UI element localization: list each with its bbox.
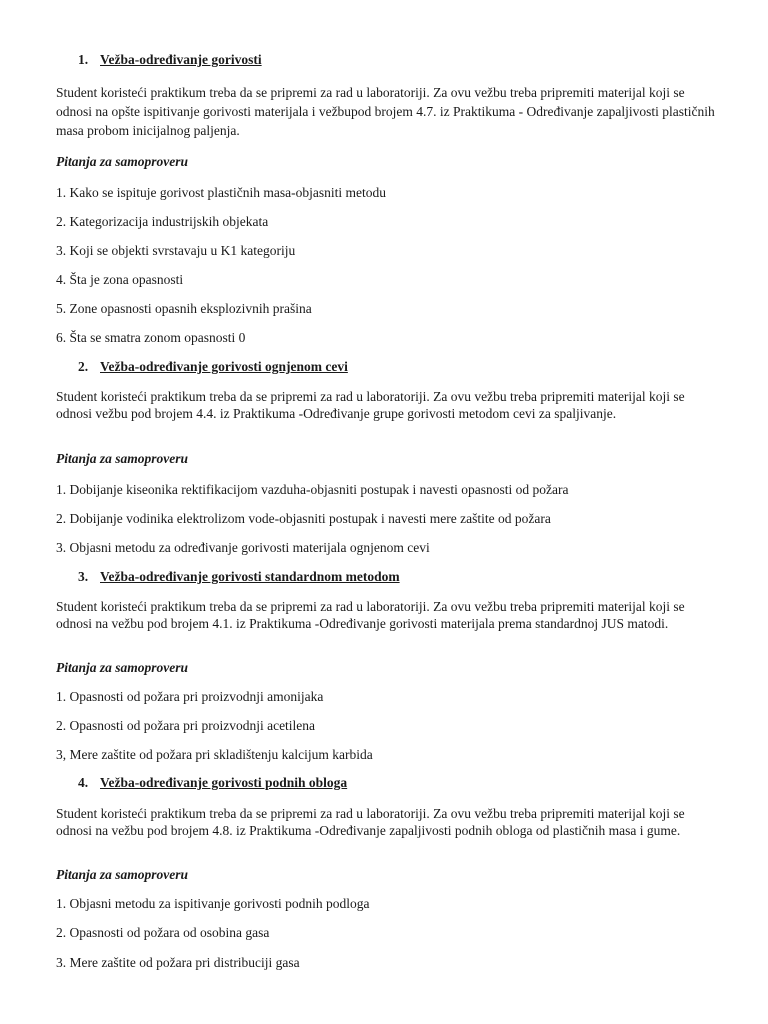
section-1-question: 6. Šta se smatra zonom opasnosti 0 — [56, 330, 246, 345]
section-2-paragraph: Student koristeći praktikum treba da se pripremi za rad u laboratoriji. Za ovu vežbu treba pripremiti materijal koji se odnosi vežbu pod brojem 4.4. iz Praktikuma -Određivanje grupe gorivosti metodom cevi za spaljivanje. — [56, 389, 685, 421]
section-4-number: 4. — [78, 775, 89, 790]
section-3-questions-heading: Pitanja za samoproveru — [56, 660, 189, 675]
section-1-question: 1. Kako se ispituje gorivost plastičnih masa-objasniti metodu — [56, 185, 386, 200]
section-1-paragraph: Student koristeći praktikum treba da se pripremi za rad u laboratoriji. Za ovu vežbu treba pripremiti materijal koji se odnosi na opšte ispitivanje gorivosti materijala i vežbupod brojem 4.7. iz Praktikuma - Određivanje zapaljivosti plastičnih masa probom inicijalnog paljenja. — [56, 85, 715, 138]
section-3-heading — [78, 569, 400, 585]
section-4-question: 3. Mere zaštite od požara pri distribuciji gasa — [56, 955, 300, 970]
section-3-title: Vežba-određivanje gorivosti standardnom metodom — [100, 569, 400, 584]
section-2-question: 3. Objasni metodu za određivanje gorivosti materijala ognjenom cevi — [56, 540, 430, 555]
section-4-heading — [78, 775, 347, 791]
section-4-questions-heading: Pitanja za samoproveru — [56, 867, 189, 882]
section-4-question: 1. Objasni metodu za ispitivanje gorivosti podnih podloga — [56, 896, 370, 911]
section-2-question: 1. Dobijanje kiseonika rektifikacijom vazduha-objasniti postupak i navesti opasnosti od požara — [56, 482, 569, 497]
section-4-title: Vežba-određivanje gorivosti podnih obloga — [100, 775, 348, 790]
section-4-paragraph: Student koristeći praktikum treba da se pripremi za rad u laboratoriji. Za ovu vežbu treba pripremiti materijal koji se odnosi na vežbu pod brojem 4.8. iz Praktikuma -Određivanje zapaljivosti podnih obloga od plastičnih masa i gume. — [56, 806, 685, 838]
section-1-question: 3. Koji se objekti svrstavaju u K1 kategoriju — [56, 243, 296, 258]
section-1-number: 1. — [78, 52, 89, 67]
section-1-questions-heading: Pitanja za samoproveru — [56, 154, 189, 169]
section-2-number: 2. — [78, 359, 89, 374]
section-1-question: 4. Šta je zona opasnosti — [56, 272, 184, 287]
section-3-paragraph: Student koristeći praktikum treba da se pripremi za rad u laboratoriji. Za ovu vežbu treba pripremiti materijal koji se odnosi na vežbu pod brojem 4.1. iz Praktikuma -Određivanje gorivosti materijala prema standardnoj JUS matodi. — [56, 599, 685, 631]
section-3-question: 2. Opasnosti od požara pri proizvodnji acetilena — [56, 718, 316, 733]
section-4-question: 2. Opasnosti od požara od osobina gasa — [56, 925, 270, 940]
section-1-heading — [78, 52, 262, 68]
section-3-question: 3, Mere zaštite od požara pri skladištenju kalcijum karbida — [56, 747, 373, 762]
section-1-question: 2. Kategorizacija industrijskih objekata — [56, 214, 269, 229]
section-2-heading — [78, 359, 348, 375]
section-1-title: Vežba-određivanje gorivosti — [100, 52, 262, 67]
section-2-question: 2. Dobijanje vodinika elektrolizom vode-objasniti postupak i navesti mere zaštite od požara — [56, 511, 551, 526]
section-2-title: Vežba-određivanje gorivosti ognjenom cevi — [100, 359, 348, 374]
section-2-questions-heading: Pitanja za samoproveru — [56, 451, 189, 466]
section-3-number: 3. — [78, 569, 89, 584]
section-1-question: 5. Zone opasnosti opasnih eksplozivnih prašina — [56, 301, 312, 316]
section-3-question: 1. Opasnosti od požara pri proizvodnji amonijaka — [56, 689, 324, 704]
